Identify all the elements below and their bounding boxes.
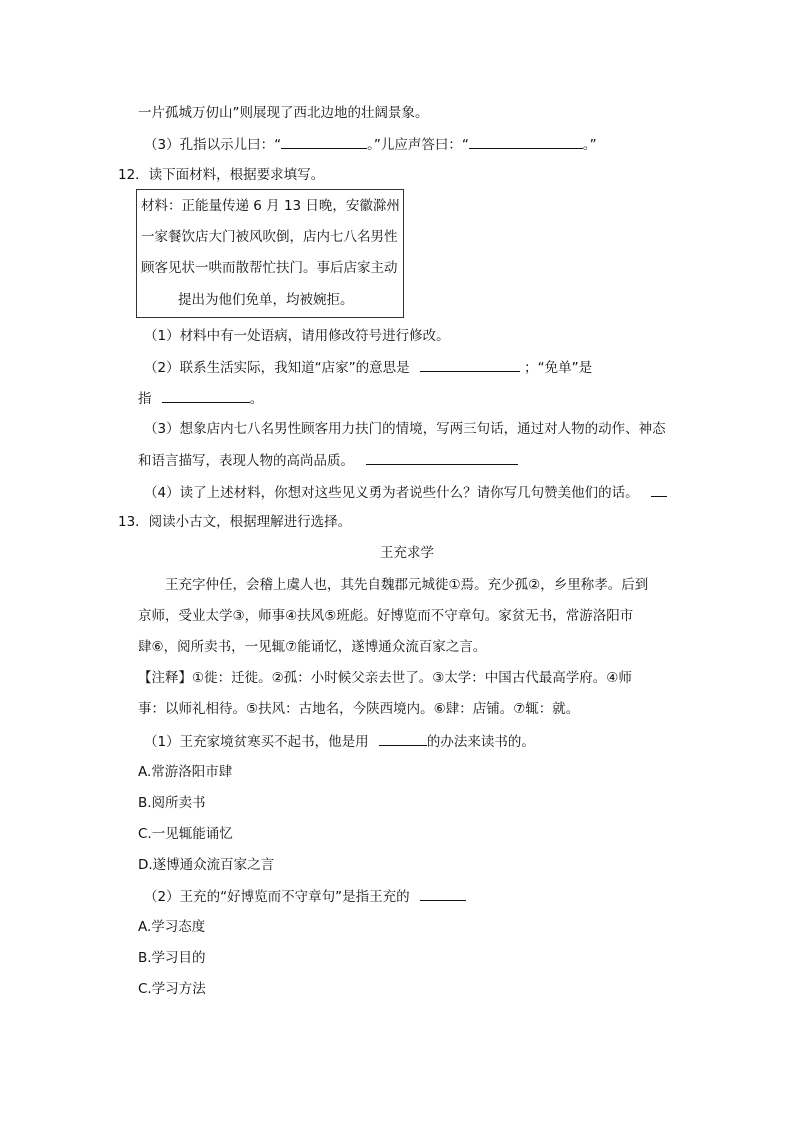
answer-blank[interactable] xyxy=(162,388,250,403)
q12-2-text-a: （2）联系生活实际，我知道“店家”的意思是 xyxy=(144,360,410,376)
option-b[interactable]: B.阅所卖书 xyxy=(138,795,206,811)
option-a[interactable]: A.常游洛阳市肆 xyxy=(138,764,233,780)
answer-blank[interactable] xyxy=(379,731,427,746)
material-line: 顾客见状一哄而散帮忙扶门。事后店家主动 xyxy=(141,260,398,276)
question-13-1 xyxy=(144,731,535,752)
question-12-title: 12．读下面材料，根据要求填写。 xyxy=(118,167,325,183)
q12-2-text-d: 。 xyxy=(249,391,264,407)
q13-1-text-b: 的办法来读书的。 xyxy=(426,734,535,750)
question-13-title: 13．阅读小古文，根据理解进行选择。 xyxy=(118,514,352,530)
question-12-2-cont xyxy=(138,388,263,409)
option-c[interactable]: C.学习方法 xyxy=(138,981,206,997)
q11-3-prefix: （3）孔指以示儿曰：“ xyxy=(144,137,282,153)
notes-line: 事：以师礼相待。⑤扶风：古地名，今陕西境内。⑥肆：店铺。⑦辄：就。 xyxy=(138,701,580,717)
passage-line: 京师，受业太学③，师事④扶风⑤班彪。好博览而不守章句。家贫无书，常游洛阳市 xyxy=(138,608,634,624)
question-12-4 xyxy=(144,482,667,503)
q12-2-text-b: ；“免单”是 xyxy=(524,360,593,376)
question-13-2 xyxy=(144,886,466,907)
answer-blank[interactable] xyxy=(651,482,667,497)
question-12-2 xyxy=(144,357,592,378)
notes-line: 【注释】①徙：迁徙。②孤：小时候父亲去世了。③太学：中国古代最高学府。④师 xyxy=(138,670,632,686)
option-a[interactable]: A.学习态度 xyxy=(138,919,206,935)
q12-2-text-c: 指 xyxy=(138,391,152,407)
material-line: 材料：正能量传递 6 月 13 日晚，安徽滁州 xyxy=(141,198,400,214)
question-11-3 xyxy=(144,134,597,155)
passage-line: 肆⑥，阅所卖书，一见辄⑦能诵忆，遂博通众流百家之言。 xyxy=(138,639,487,655)
question-12-1: （1）材料中有一处语病，请用修改符号进行修改。 xyxy=(144,328,450,344)
answer-blank[interactable] xyxy=(469,134,583,149)
answer-blank[interactable] xyxy=(366,450,518,465)
passage-line: 王充字仲任，会稽上虞人也，其先自魏郡元城徙①焉。充少孤②，乡里称孝。后到 xyxy=(165,577,649,593)
q13-2-text: （2）王充的“好博览而不守章句”是指王充的 xyxy=(144,889,410,905)
option-c[interactable]: C.一见辄能诵忆 xyxy=(138,826,233,842)
q11-3-mid: 。”儿应声答曰：“ xyxy=(367,137,469,153)
answer-blank[interactable] xyxy=(281,134,367,149)
q13-1-text-a: （1）王充家境贫寒买不起书，他是用 xyxy=(144,734,369,750)
passage-title: 王充求学 xyxy=(380,545,434,561)
material-line: 一家餐饮店大门被风吹倒，店内七八名男性 xyxy=(141,229,398,245)
answer-blank[interactable] xyxy=(420,886,466,901)
option-b[interactable]: B.学习目的 xyxy=(138,950,206,966)
material-line: 提出为他们免单，均被婉拒。 xyxy=(178,292,354,308)
q12-4-text: （4）读了上述材料，你想对这些见义勇为者说些什么？请你写几句赞美他们的话。 xyxy=(144,485,639,501)
question-12-3: （3）想象店内七八名男性顾客用力扶门的情境，写两三句话，通过对人物的动作、神态 xyxy=(144,421,666,437)
q12-3-text-b: 和语言描写，表现人物的高尚品质。 xyxy=(138,453,354,469)
option-d[interactable]: D.遂博通众流百家之言 xyxy=(138,857,275,873)
poem-summary-line: 一片孤城万仞山”则展现了西北边地的壮阔景象。 xyxy=(138,105,429,121)
question-12-3-cont xyxy=(138,450,518,471)
q11-3-end: 。” xyxy=(582,137,597,153)
answer-blank[interactable] xyxy=(420,357,520,372)
